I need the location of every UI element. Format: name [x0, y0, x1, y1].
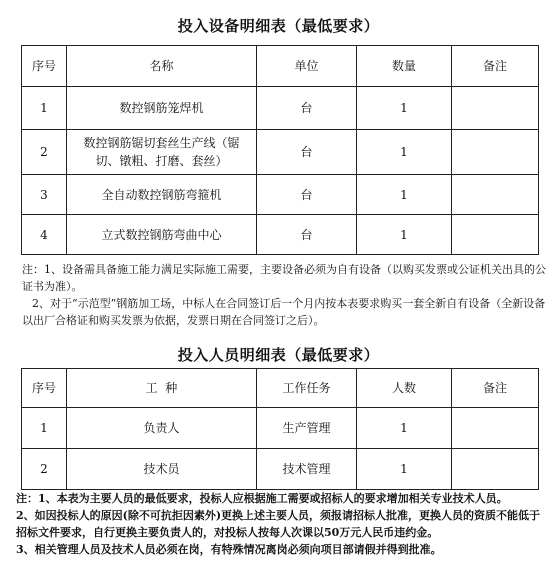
row-quantity: 1 — [357, 175, 452, 215]
header-index: 序号 — [22, 369, 67, 408]
staff-notes — [16, 490, 544, 558]
row-task: 技术管理 — [257, 449, 357, 490]
table-row — [22, 175, 539, 215]
header-quantity: 数量 — [357, 46, 452, 87]
row-unit: 台 — [257, 175, 357, 215]
table-row — [22, 215, 539, 255]
row-index: 1 — [22, 87, 67, 130]
header-unit: 单位 — [257, 46, 357, 87]
header-remarks: 备注 — [452, 369, 539, 408]
row-unit: 台 — [257, 130, 357, 175]
row-remarks — [452, 408, 539, 449]
row-quantity: 1 — [357, 130, 452, 175]
row-headcount: 1 — [357, 408, 452, 449]
equipment-header-row — [22, 46, 539, 87]
row-remarks — [452, 130, 539, 175]
equipment-table — [21, 45, 539, 255]
header-name: 名称 — [67, 46, 257, 87]
row-remarks — [452, 215, 539, 255]
row-quantity: 1 — [357, 215, 452, 255]
row-quantity: 1 — [357, 87, 452, 130]
staff-table — [21, 368, 539, 490]
row-remarks — [452, 449, 539, 490]
equipment-note-1: 注：1、设备需具备施工能力满足实际施工需要，主要设备必须为自有设备（以购买发票或公证机关出具的公证书为准）。 — [22, 263, 546, 293]
row-index: 2 — [22, 130, 67, 175]
row-name: 数控钢筋笼焊机 — [67, 87, 257, 130]
row-name: 全自动数控钢筋弯箍机 — [67, 175, 257, 215]
table-row — [22, 408, 539, 449]
row-index: 1 — [22, 408, 67, 449]
header-task: 工作任务 — [257, 369, 357, 408]
equipment-note-2: 2、对于“示范型”钢筋加工场，中标人在合同签订后一个月内按本表要求购买一套全新自有设备（全新设备以出厂合格证和购买发票为依据，发票日期在合同签订之后）。 — [22, 297, 546, 327]
table-row — [22, 449, 539, 490]
header-job-type: 工 种 — [67, 369, 257, 408]
row-task: 生产管理 — [257, 408, 357, 449]
row-unit: 台 — [257, 87, 357, 130]
table-row — [22, 130, 539, 175]
equipment-table-title: 投入设备明细表（最低要求） — [177, 17, 380, 35]
row-index: 4 — [22, 215, 67, 255]
row-name: 数控钢筋锯切套丝生产线（锯切、镦粗、打磨、套丝） — [67, 130, 257, 175]
row-remarks — [452, 87, 539, 130]
header-headcount: 人数 — [357, 369, 452, 408]
table-row — [22, 87, 539, 130]
row-unit: 台 — [257, 215, 357, 255]
staff-note-3: 3、相关管理人员及技术人员必须在岗，有特殊情况离岗必须向项目部请假并得到批准。 — [16, 543, 442, 556]
equipment-notes — [22, 261, 552, 329]
row-name: 立式数控钢筋弯曲中心 — [67, 215, 257, 255]
staff-note-2: 2、如因投标人的原因(除不可抗拒因素外)更换上述主要人员，须报请招标人批准，更换人员的资质不能低于招标文件要求，自行更换主要负责人的，对投标人按每人次课以50万元人民币违约金。 — [16, 509, 541, 539]
row-index: 2 — [22, 449, 67, 490]
row-index: 3 — [22, 175, 67, 215]
row-job-type: 负责人 — [67, 408, 257, 449]
staff-header-row — [22, 369, 539, 408]
row-headcount: 1 — [357, 449, 452, 490]
header-remarks: 备注 — [452, 46, 539, 87]
header-index: 序号 — [22, 46, 67, 87]
row-remarks — [452, 175, 539, 215]
staff-table-title: 投入人员明细表（最低要求） — [177, 346, 380, 364]
row-job-type: 技术员 — [67, 449, 257, 490]
staff-note-1: 注：1、本表为主要人员的最低要求，投标人应根据施工需要或招标人的要求增加相关专业技术人员。 — [16, 492, 508, 505]
